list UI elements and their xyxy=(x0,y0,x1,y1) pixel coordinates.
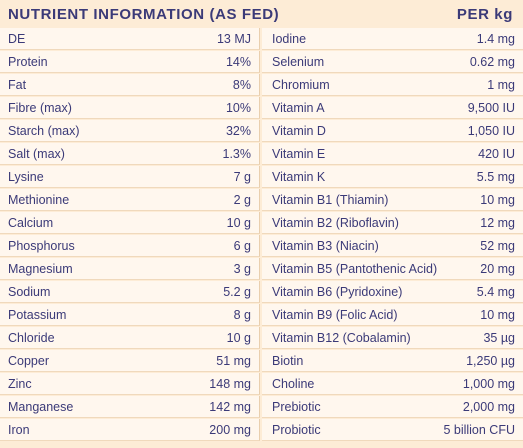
table-row xyxy=(262,97,523,119)
nutrient-value: 20 mg xyxy=(480,261,515,276)
nutrient-name: Fibre (max) xyxy=(8,100,72,115)
table-row xyxy=(262,327,523,349)
nutrient-name: Vitamin K xyxy=(272,169,326,184)
table-row xyxy=(262,28,523,50)
nutrient-name: Phosphorus xyxy=(8,238,75,253)
table-row xyxy=(262,396,523,418)
nutrient-name: Chromium xyxy=(272,77,330,92)
nutrient-value: 142 mg xyxy=(209,399,251,414)
table-row xyxy=(0,74,260,96)
nutrient-name: Protein xyxy=(8,54,48,69)
table-row xyxy=(0,396,260,418)
table-row xyxy=(262,235,523,257)
nutrient-value: 5.2 g xyxy=(223,284,251,299)
nutrient-value: 52 mg xyxy=(480,238,515,253)
nutrient-column-right xyxy=(260,28,523,448)
nutrient-value: 200 mg xyxy=(209,422,251,437)
nutrient-name: Prebiotic xyxy=(272,399,321,414)
table-row xyxy=(262,281,523,303)
table-row xyxy=(262,189,523,211)
nutrient-value: 9,500 IU xyxy=(467,100,515,115)
nutrient-value: 420 IU xyxy=(478,146,515,161)
nutrient-name: Vitamin B9 (Folic Acid) xyxy=(272,307,398,322)
nutrient-name: Biotin xyxy=(272,353,304,368)
table-row xyxy=(262,120,523,142)
nutrient-table xyxy=(0,28,523,448)
nutrient-name: Sodium xyxy=(8,284,51,299)
table-row xyxy=(0,120,260,142)
table-row xyxy=(0,189,260,211)
table-row xyxy=(0,373,260,395)
nutrient-value: 148 mg xyxy=(209,376,251,391)
nutrient-value: 5.4 mg xyxy=(476,284,515,299)
nutrient-value: 8% xyxy=(232,77,251,92)
nutrient-name: Magnesium xyxy=(8,261,73,276)
nutrient-name: Vitamin B6 (Pyridoxine) xyxy=(272,284,403,299)
nutrient-value: 5 billion CFU xyxy=(443,422,515,437)
nutrient-value: 7 g xyxy=(233,169,251,184)
table-row xyxy=(262,143,523,165)
table-row xyxy=(0,281,260,303)
nutrient-name: Lysine xyxy=(8,169,44,184)
nutrient-value: 0.62 mg xyxy=(469,54,515,69)
table-row xyxy=(0,419,260,441)
nutrient-name: Zinc xyxy=(8,376,32,391)
nutrient-value: 10 g xyxy=(226,215,251,230)
nutrient-value: 1,050 IU xyxy=(467,123,515,138)
nutrient-value: 10 mg xyxy=(480,192,515,207)
nutrient-name: Manganese xyxy=(8,399,74,414)
nutrient-value: 3 g xyxy=(233,261,251,276)
nutrient-name: Chloride xyxy=(8,330,55,345)
table-row xyxy=(0,350,260,372)
nutrient-name: Vitamin B3 (Niacin) xyxy=(272,238,379,253)
table-row xyxy=(262,166,523,188)
table-row xyxy=(0,97,260,119)
nutrient-value: 14% xyxy=(225,54,251,69)
nutrient-name: Vitamin D xyxy=(272,123,326,138)
table-row xyxy=(262,212,523,234)
nutrient-value: 5.5 mg xyxy=(476,169,515,184)
nutrient-value: 12 mg xyxy=(480,215,515,230)
nutrient-value: 1 mg xyxy=(487,77,515,92)
nutrient-name: Iron xyxy=(8,422,30,437)
nutrient-name: Fat xyxy=(8,77,27,92)
nutrient-value: 6 g xyxy=(233,238,251,253)
table-row xyxy=(262,258,523,280)
nutrient-value: 32% xyxy=(225,123,251,138)
nutrient-name: Probiotic xyxy=(272,422,321,437)
unit-label xyxy=(457,6,513,23)
table-row xyxy=(0,51,260,73)
nutrient-value: 51 mg xyxy=(216,353,251,368)
nutrient-value: 1.4 mg xyxy=(476,31,515,46)
table-row xyxy=(0,166,260,188)
nutrient-value: 35 µg xyxy=(483,330,515,345)
table-row xyxy=(0,235,260,257)
table-row xyxy=(0,304,260,326)
nutrient-name: Methionine xyxy=(8,192,70,207)
nutrient-value: 10 g xyxy=(226,330,251,345)
nutrient-name: Vitamin E xyxy=(272,146,326,161)
nutrient-value: 2,000 mg xyxy=(462,399,515,414)
nutrient-value: 1.3% xyxy=(222,146,251,161)
table-row xyxy=(262,304,523,326)
table-title: NUTRIENT INFORMATION (AS FED) xyxy=(8,5,280,23)
nutrient-name: Starch (max) xyxy=(8,123,80,138)
nutrient-value: 8 g xyxy=(233,307,251,322)
table-row xyxy=(262,51,523,73)
table-row xyxy=(262,74,523,96)
table-row xyxy=(0,327,260,349)
nutrient-name: DE xyxy=(8,31,26,46)
nutrient-value: 10 mg xyxy=(480,307,515,322)
nutrient-name: Potassium xyxy=(8,307,67,322)
nutrient-column-left xyxy=(0,28,260,448)
nutrient-value: 2 g xyxy=(233,192,251,207)
table-row xyxy=(0,212,260,234)
table-row xyxy=(262,373,523,395)
nutrient-name: Calcium xyxy=(8,215,54,230)
nutrient-name: Copper xyxy=(8,353,49,368)
nutrient-value: 1,000 mg xyxy=(462,376,515,391)
nutrient-name: Selenium xyxy=(272,54,325,69)
nutrient-name: Vitamin B1 (Thiamin) xyxy=(272,192,389,207)
table-row xyxy=(262,350,523,372)
unit-prefix: PER xyxy=(456,5,495,23)
nutrient-name: Choline xyxy=(272,376,315,391)
nutrient-value: 13 MJ xyxy=(216,31,251,46)
table-header xyxy=(0,0,523,28)
table-row xyxy=(0,28,260,50)
table-row xyxy=(0,258,260,280)
nutrient-name: Vitamin A xyxy=(272,100,325,115)
nutrient-name: Salt (max) xyxy=(8,146,65,161)
nutrient-value: 1,250 µg xyxy=(466,353,515,368)
nutrient-name: Vitamin B2 (Riboflavin) xyxy=(272,215,399,230)
table-row xyxy=(262,419,523,441)
nutrient-name: Iodine xyxy=(272,31,307,46)
nutrient-value: 10% xyxy=(225,100,251,115)
table-row xyxy=(0,143,260,165)
nutrient-name: Vitamin B12 (Cobalamin) xyxy=(272,330,411,345)
nutrient-name: Vitamin B5 (Pantothenic Acid) xyxy=(272,261,438,276)
unit-suffix: kg xyxy=(494,5,513,23)
